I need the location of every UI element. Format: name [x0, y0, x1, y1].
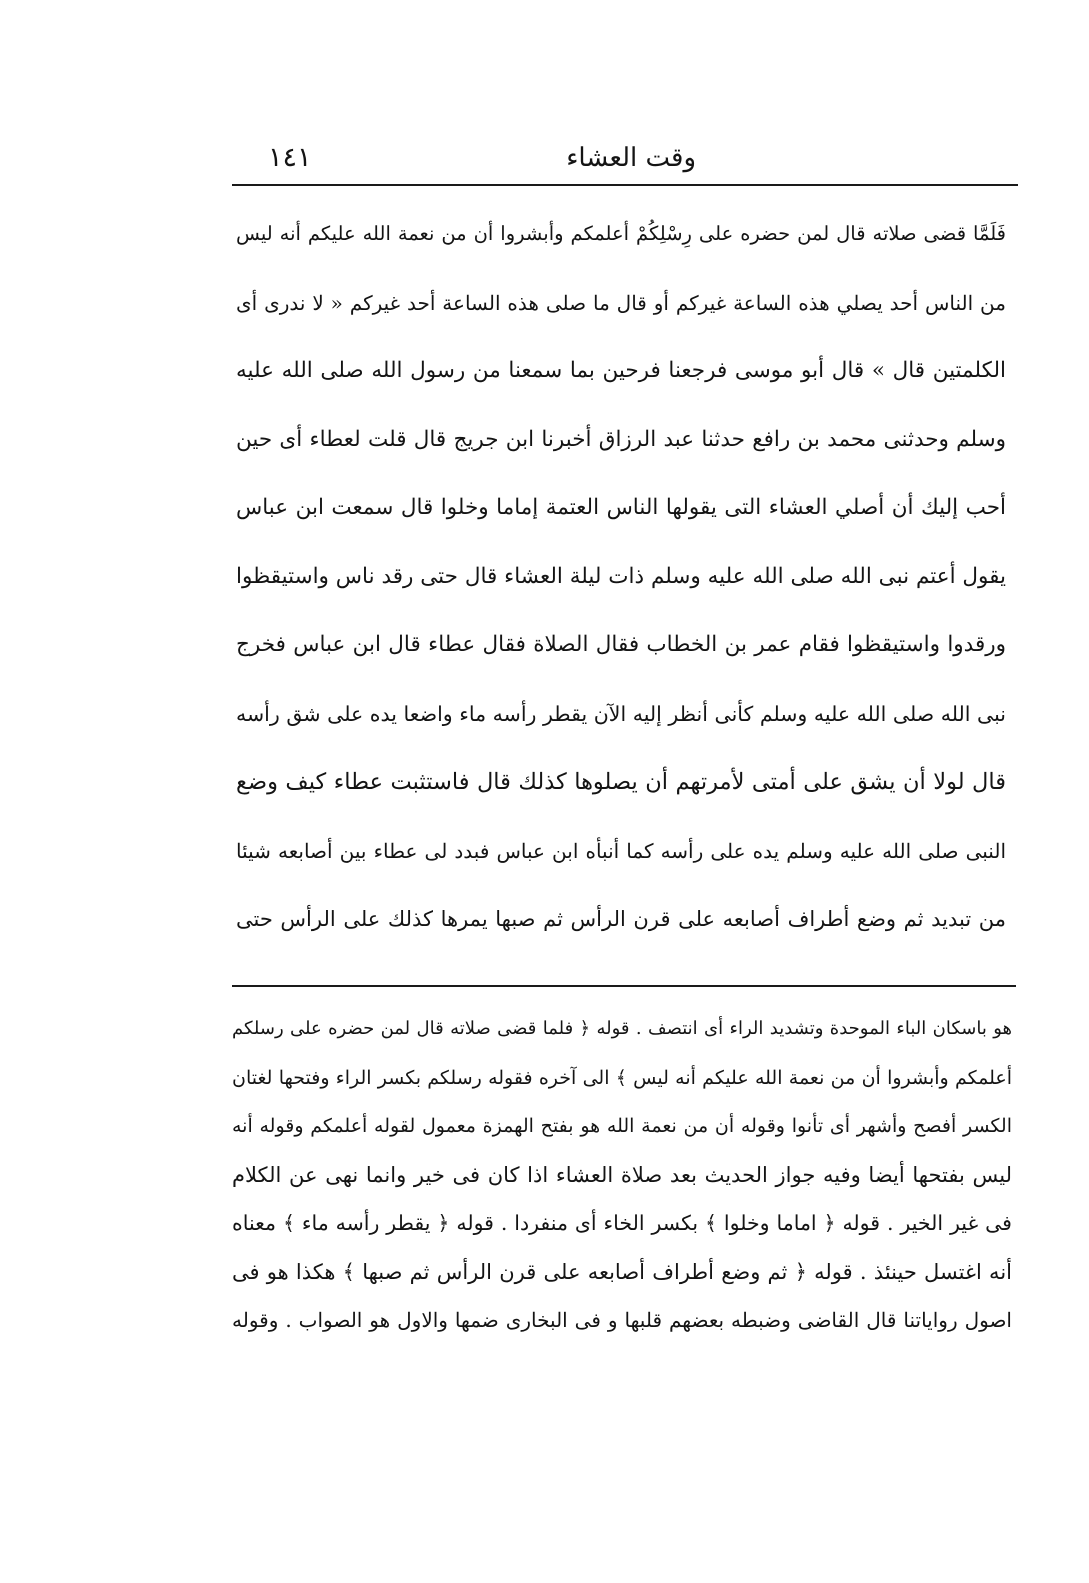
running-head: [262, 138, 1018, 178]
commentary-line: فى غير الخير . قوله ﴿ اماما وخلوا ﴾ بكسر الخاء أى منفردا . قوله ﴿ يقطر رأسه ماء ﴾ معناه: [232, 1211, 1012, 1235]
commentary-line: ليس بفتحها أيضا وفيه جواز الحديث بعد صلاة العشاء اذا كان فى خير وانما نهى عن الكلام: [232, 1162, 1012, 1187]
text-line: قال لولا أن يشق على أمتى لأمرتهم أن يصلوها كذلك قال فاستثبت عطاء كيف وضع: [236, 769, 1006, 795]
text-line: ورقدوا واستيقظوا فقام عمر بن الخطاب فقال الصلاة فقال عطاء قال ابن عباس فخرج: [236, 632, 1006, 657]
page-title: وقت العشاء: [566, 143, 696, 173]
commentary-line: أعلمكم وأبشروا أن من نعمة الله عليكم أنه ليس ﴾ الى آخره فقوله رسلكم بكسر الراء وفتحها لغتان: [232, 1066, 1012, 1089]
main-text: [236, 200, 1006, 954]
page-number: ١٤١: [268, 142, 312, 173]
text-line: من الناس أحد يصلي هذه الساعة غيركم أو قال ما صلى هذه الساعة أحد غيركم « لا ندرى أى: [236, 290, 1006, 315]
text-line: النبى صلى الله عليه وسلم يده على رأسه كما أنبأه ابن عباس فبدد لى عطاء بين أصابعه شيئا: [236, 838, 1006, 863]
commentary-text: [232, 1005, 1012, 1345]
text-line: فَلَمَّا قضى صلاته قال لمن حضره على رِسْلِكُمْ أعلمكم وأبشروا أن من نعمة الله عليكم أنه ليس: [236, 222, 1006, 245]
text-line: أحب إليك أن أصلي العشاء التى يقولها الناس العتمة إماما وخلوا قال سمعت ابن عباس: [236, 495, 1006, 520]
commentary-line: الكسر أفصح وأشهر أى تأنوا وقوله أن من نعمة الله هو بفتح الهمزة معمول لقوله أعلمكم وقوله أنه: [232, 1115, 1012, 1137]
commentary-line: أنه اغتسل حينئذ . قوله ﴿ ثم وضع أطراف أصابعه على قرن الرأس ثم صبها ﴾ هكذا هو فى: [232, 1259, 1012, 1284]
text-line: الكلمتين قال » قال أبو موسى فرجعنا فرحين بما سمعنا من رسول الله صلى الله عليه: [236, 358, 1006, 383]
commentary-line: اصول رواياتنا قال القاضى وضبطه بعضهم قلبها و فى البخارى ضمها والاول هو الصواب . وقوله: [232, 1308, 1012, 1332]
text-line: نبى الله صلى الله عليه وسلم كأنى أنظر إليه الآن يقطر رأسه ماء واضعا يده على شق رأسه: [236, 701, 1006, 726]
header-rule: [232, 184, 1018, 186]
commentary-line: هو باسكان الباء الموحدة وتشديد الراء أى انتصف . قوله ﴿ فلما قضى صلاته قال لمن حضره على رسلكم: [232, 1018, 1012, 1039]
text-line: وسلم وحدثنى محمد بن رافع حدثنا عبد الرزاق أخبرنا ابن جريج قال قلت لعطاء أى حين: [236, 426, 1006, 452]
commentary-rule: [232, 985, 1016, 987]
text-line: من تبديد ثم وضع أطراف أصابعه على قرن الرأس ثم صبها يمرها كذلك على الرأس حتى: [236, 907, 1006, 931]
text-line: يقول أعتم نبى الله صلى الله عليه وسلم ذات ليلة العشاء قال حتى رقد ناس واستيقظوا: [236, 563, 1006, 589]
